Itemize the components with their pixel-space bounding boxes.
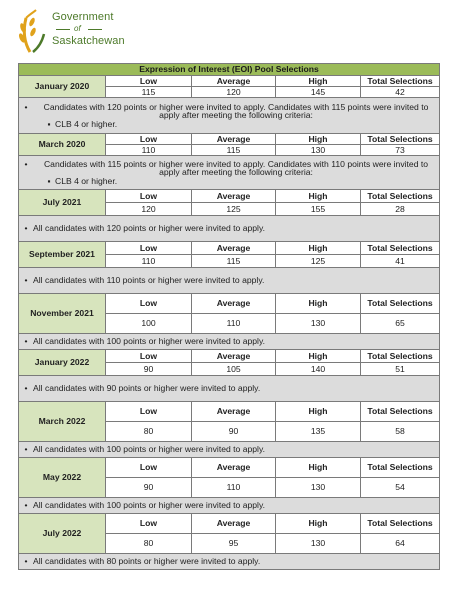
value-cell: 41 xyxy=(361,255,440,268)
value-cell: 90 xyxy=(106,363,192,376)
bullet-icon: • xyxy=(24,158,28,169)
column-header: Low xyxy=(106,190,192,203)
column-header: High xyxy=(276,190,361,203)
note-text: Candidates with 115 points or higher were invited to apply. Candidates with 110 points were invited to apply after meeting the following criteria: xyxy=(43,158,429,178)
column-header: Average xyxy=(192,190,276,203)
value-cell: 80 xyxy=(106,422,192,442)
period-label: March 2020 xyxy=(19,134,106,156)
note-text: All candidates with 100 points or higher were invited to apply. xyxy=(33,336,266,347)
column-header: Average xyxy=(192,134,276,145)
selection-note xyxy=(19,216,440,242)
period-label: September 2021 xyxy=(19,242,106,268)
value-cell: 115 xyxy=(106,87,192,98)
value-cell: 130 xyxy=(276,534,361,554)
selection-note xyxy=(19,498,440,514)
sub-bullet-icon: ▪ xyxy=(47,118,51,129)
period-label: January 2020 xyxy=(19,76,106,98)
bullet-icon: • xyxy=(24,101,28,112)
column-header: Average xyxy=(192,76,276,87)
column-header: High xyxy=(276,242,361,255)
value-cell: 115 xyxy=(192,145,276,156)
column-header: Low xyxy=(106,76,192,87)
wheat-icon xyxy=(14,8,48,54)
value-cell: 90 xyxy=(192,422,276,442)
column-header: Total Selections xyxy=(361,242,440,255)
logo-line-of: of xyxy=(74,24,81,33)
column-header: Total Selections xyxy=(361,458,440,478)
value-cell: 54 xyxy=(361,478,440,498)
value-cell: 51 xyxy=(361,363,440,376)
column-header: Low xyxy=(106,402,192,422)
bullet-icon: • xyxy=(24,556,28,567)
bullet-icon: • xyxy=(24,336,28,347)
value-cell: 110 xyxy=(192,314,276,334)
column-header: Average xyxy=(192,294,276,314)
value-cell: 95 xyxy=(192,534,276,554)
period-label: January 2022 xyxy=(19,350,106,376)
column-header: Low xyxy=(106,514,192,534)
value-cell: 80 xyxy=(106,534,192,554)
column-header: Low xyxy=(106,242,192,255)
note-text: All candidates with 100 points or higher were invited to apply. xyxy=(33,444,266,455)
value-cell: 130 xyxy=(276,478,361,498)
bullet-icon: • xyxy=(24,500,28,511)
column-header: High xyxy=(276,402,361,422)
column-header: Average xyxy=(192,458,276,478)
column-header: Total Selections xyxy=(361,350,440,363)
selection-note xyxy=(19,334,440,350)
note-text: Candidates with 120 points or higher were invited to apply. Candidates with 115 points were invited to apply after meeting the following criteria: xyxy=(43,101,429,121)
column-header: Total Selections xyxy=(361,76,440,87)
column-header: Average xyxy=(192,402,276,422)
period-label: March 2022 xyxy=(19,402,106,442)
sub-bullet-icon: ▪ xyxy=(47,175,51,186)
value-cell: 115 xyxy=(192,255,276,268)
value-cell: 110 xyxy=(192,478,276,498)
eoi-selections-table xyxy=(18,63,440,570)
column-header: Low xyxy=(106,294,192,314)
note-text: All candidates with 120 points or higher were invited to apply. xyxy=(33,223,266,234)
value-cell: 105 xyxy=(192,363,276,376)
value-cell: 110 xyxy=(106,145,192,156)
column-header: Total Selections xyxy=(361,514,440,534)
value-cell: 135 xyxy=(276,422,361,442)
column-header: Low xyxy=(106,134,192,145)
bullet-icon: • xyxy=(24,444,28,455)
bullet-icon: • xyxy=(24,275,28,286)
subnote-text: CLB 4 or higher. xyxy=(55,175,118,186)
value-cell: 73 xyxy=(361,145,440,156)
column-header: Total Selections xyxy=(361,294,440,314)
value-cell: 130 xyxy=(276,145,361,156)
period-label: July 2021 xyxy=(19,190,106,216)
column-header: Low xyxy=(106,458,192,478)
period-label: November 2021 xyxy=(19,294,106,334)
column-header: High xyxy=(276,458,361,478)
selection-note xyxy=(19,376,440,402)
column-header: High xyxy=(276,134,361,145)
column-header: Total Selections xyxy=(361,402,440,422)
value-cell: 110 xyxy=(106,255,192,268)
selection-note xyxy=(19,98,440,134)
subnote-text: CLB 4 or higher. xyxy=(55,118,118,129)
value-cell: 125 xyxy=(276,255,361,268)
value-cell: 90 xyxy=(106,478,192,498)
bullet-icon: • xyxy=(24,383,28,394)
period-label: May 2022 xyxy=(19,458,106,498)
value-cell: 120 xyxy=(106,203,192,216)
value-cell: 100 xyxy=(106,314,192,334)
column-header: High xyxy=(276,76,361,87)
bullet-icon: • xyxy=(24,223,28,234)
value-cell: 125 xyxy=(192,203,276,216)
value-cell: 145 xyxy=(276,87,361,98)
value-cell: 120 xyxy=(192,87,276,98)
logo-line-saskatchewan: Saskatchewan xyxy=(52,35,125,47)
selection-note xyxy=(19,268,440,294)
value-cell: 64 xyxy=(361,534,440,554)
selection-note xyxy=(19,554,440,570)
government-logo xyxy=(14,8,134,54)
column-header: Average xyxy=(192,350,276,363)
column-header: Average xyxy=(192,514,276,534)
column-header: Total Selections xyxy=(361,190,440,203)
value-cell: 58 xyxy=(361,422,440,442)
column-header: High xyxy=(276,514,361,534)
note-text: All candidates with 80 points or higher were invited to apply. xyxy=(33,556,261,567)
note-text: All candidates with 100 points or higher were invited to apply. xyxy=(33,500,266,511)
period-label: July 2022 xyxy=(19,514,106,554)
value-cell: 28 xyxy=(361,203,440,216)
column-header: Average xyxy=(192,242,276,255)
column-header: High xyxy=(276,350,361,363)
column-header: Total Selections xyxy=(361,134,440,145)
value-cell: 42 xyxy=(361,87,440,98)
selection-note xyxy=(19,442,440,458)
value-cell: 140 xyxy=(276,363,361,376)
logo-divider-right xyxy=(88,29,102,30)
value-cell: 155 xyxy=(276,203,361,216)
logo-line-government: Government xyxy=(52,11,114,23)
note-text: All candidates with 110 points or higher were invited to apply. xyxy=(33,275,265,286)
column-header: High xyxy=(276,294,361,314)
note-text: All candidates with 90 points or higher were invited to apply. xyxy=(33,383,261,394)
table-title: Expression of Interest (EOI) Pool Selections xyxy=(19,64,440,76)
value-cell: 130 xyxy=(276,314,361,334)
selection-note xyxy=(19,156,440,190)
value-cell: 65 xyxy=(361,314,440,334)
logo-divider-left xyxy=(56,29,70,30)
column-header: Low xyxy=(106,350,192,363)
